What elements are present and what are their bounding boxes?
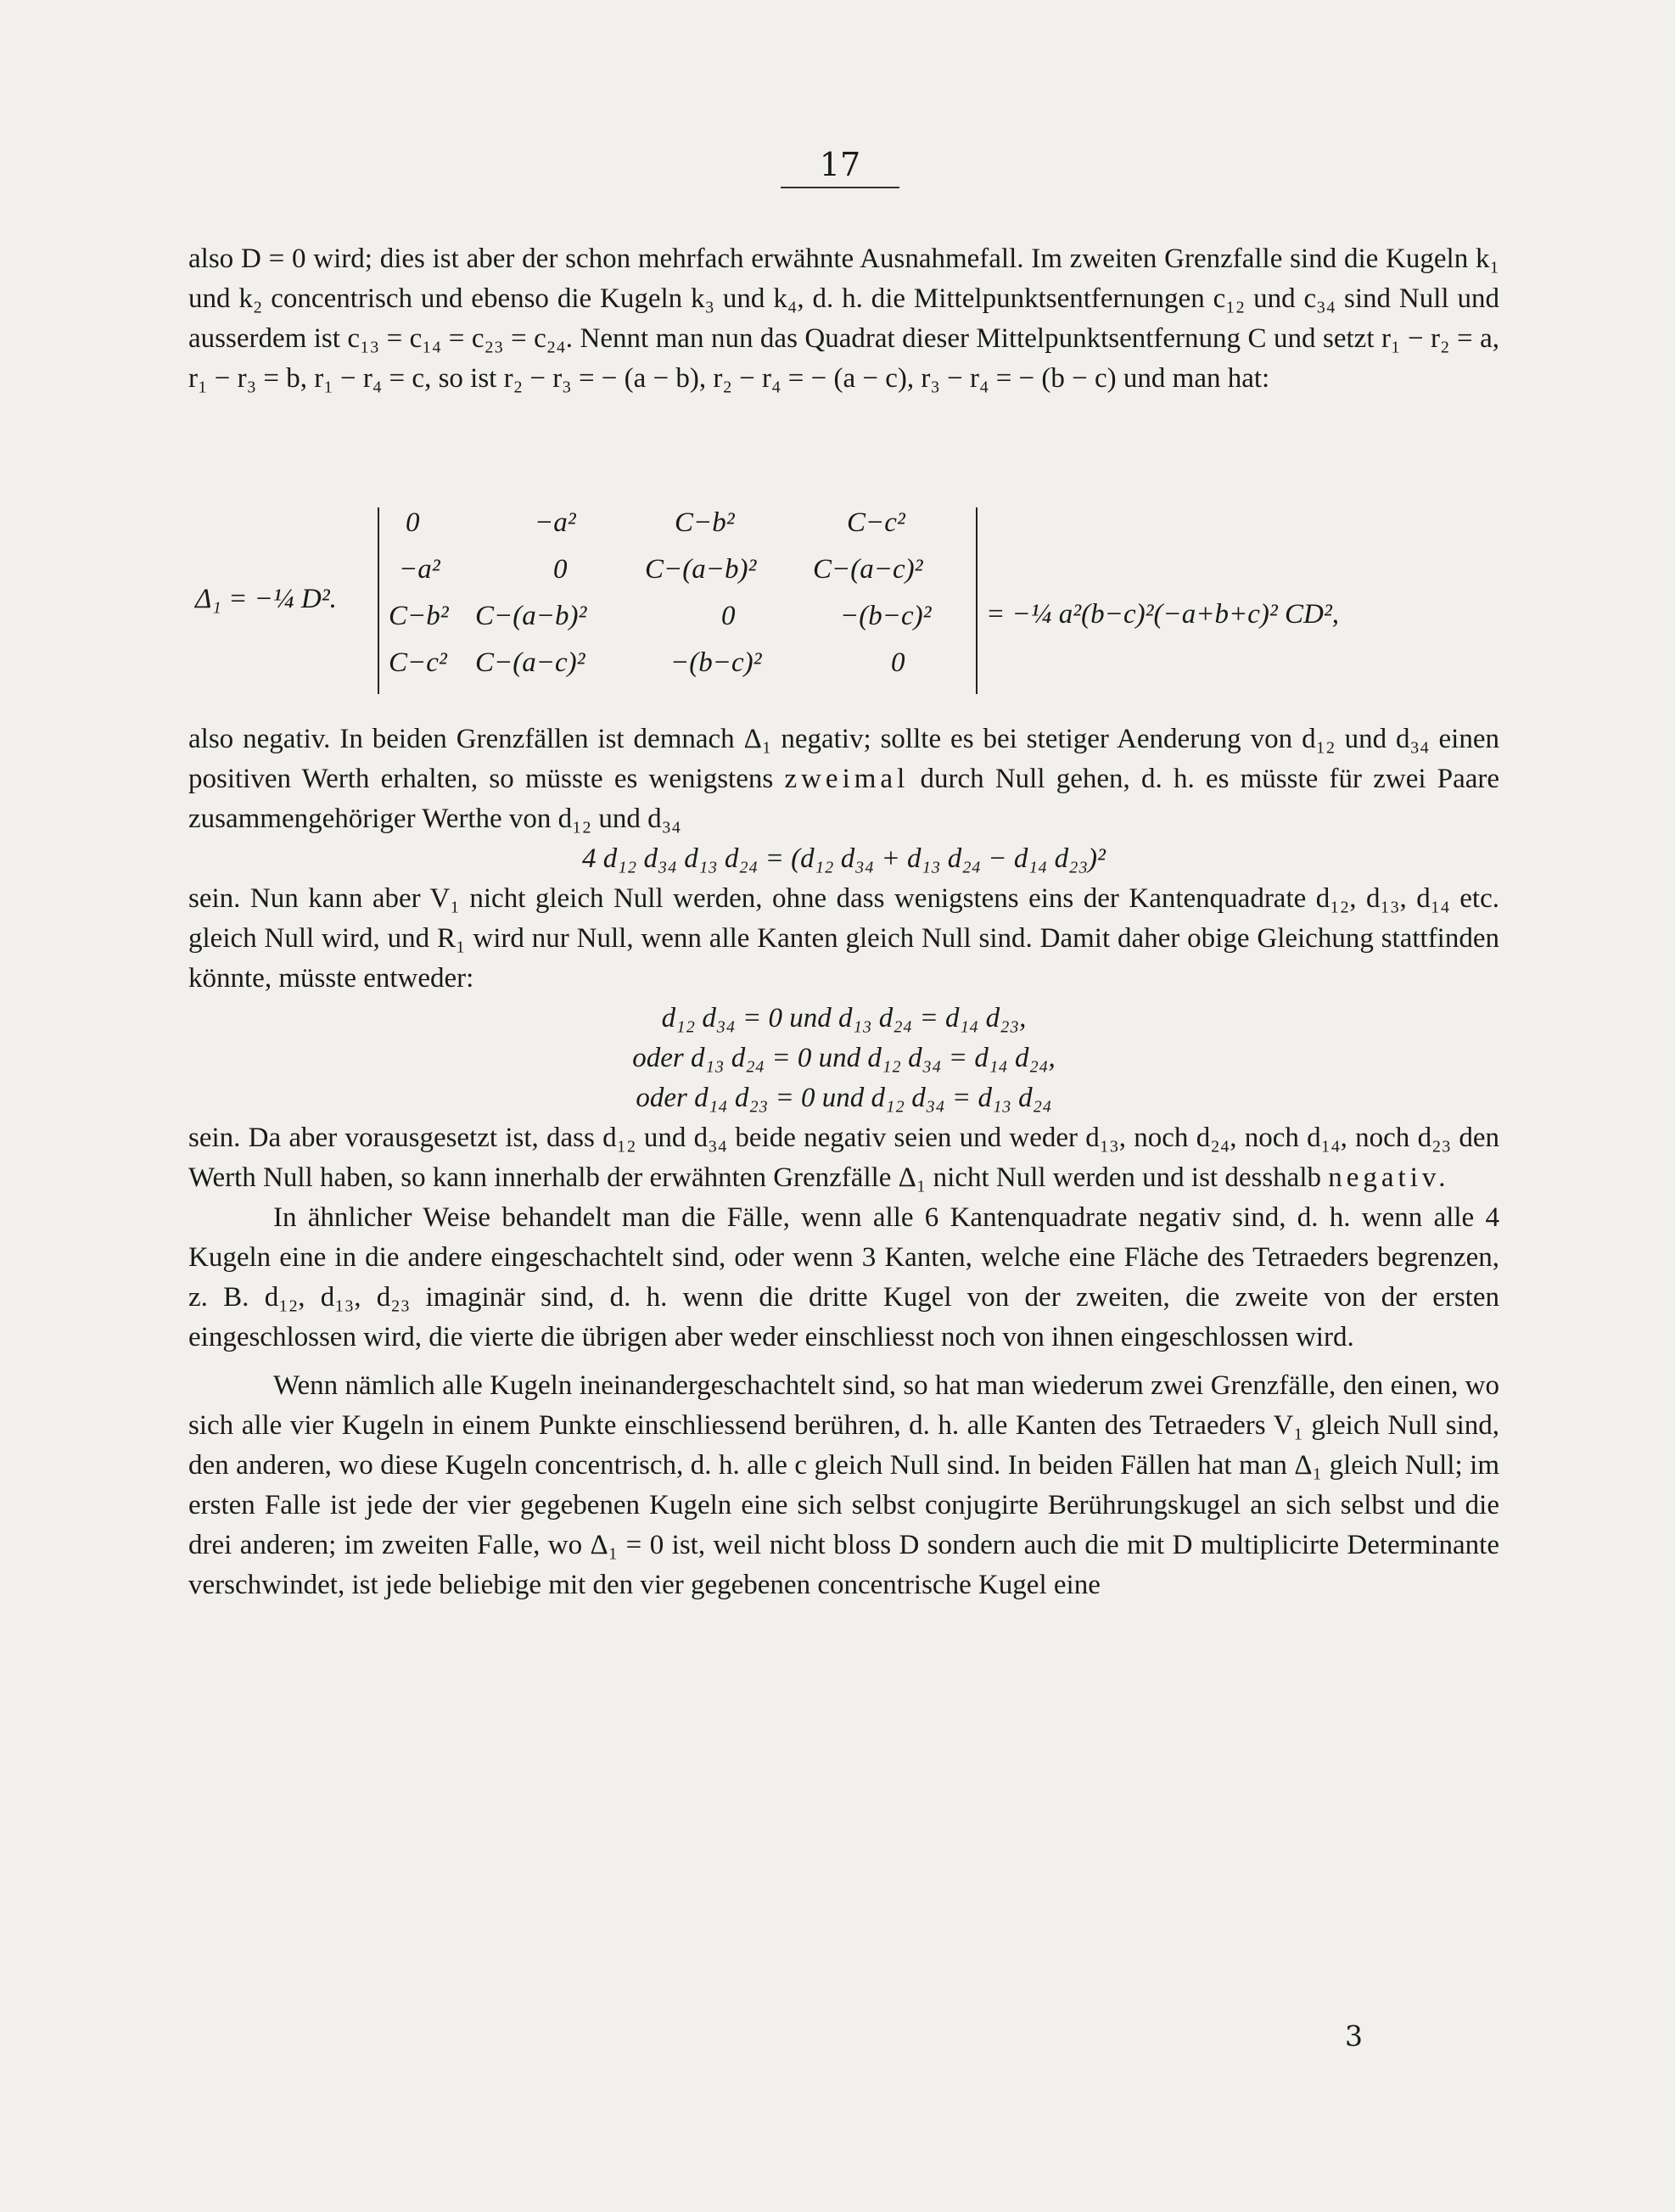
paragraph-2-text xyxy=(188,720,1499,839)
matrix-cell: −a² xyxy=(399,554,440,585)
matrix-cell: C−c² xyxy=(847,507,905,538)
matrix-cell: C−(a−c)² xyxy=(475,647,585,678)
determinant-result: = −¼ a²(b−c)²(−a+b+c)² CD², xyxy=(986,599,1340,630)
matrix-cell: −a² xyxy=(535,507,576,538)
emphasis-zweimal: zweimal xyxy=(784,764,910,794)
matrix-cell: C−b² xyxy=(389,601,449,631)
determinant-right-bar xyxy=(976,507,978,694)
determinant-equation xyxy=(195,507,1502,698)
matrix-cell: 0 xyxy=(553,554,568,585)
matrix-cell: C−c² xyxy=(389,647,447,678)
paragraph-1-text: also D = 0 wird; dies ist aber der schon mehrfach erwähnte Ausnahmefall. Im zweiten Grenzfalle sind die Kugeln k₁ und k₂ concentrisch und ebenso die Kugeln k₃ und k₄, d. h. die Mittelpunktsentfernungen c₁₂ und c₃₄ sind Null und ausserdem ist c₁₃ = c₁₄ = c₂₃ = c₂₄. Nennt man nun das Quadrat dieser Mittelpunktsentfernung C und setzt r₁ − r₂ = a, r₁ − r₃ = b, r₁ − r₄ = c, so ist r₂ − r₃ = − (a − b), r₂ − r₄ = − (a − c), r₃ − r₄ = − (b − c) und man hat: xyxy=(188,244,1499,394)
paragraph-1 xyxy=(188,239,1499,399)
signature-number: 3 xyxy=(1345,2019,1363,2052)
matrix-cell: C−(a−b)² xyxy=(475,601,587,631)
paragraph-4-text xyxy=(188,1118,1499,1198)
matrix-cell: 0 xyxy=(721,601,736,631)
paragraph-2 xyxy=(188,720,1499,1605)
paragraph-6-text: Wenn nämlich alle Kugeln ineinandergeschachtelt sind, so hat man wiederum zwei Grenzfälle, den einen, wo sich alle vier Kugeln in einem Punkte einschliessend berühren, d. h. alle Kanten des Tetraeders V₁ gleich Null sind, den anderen, wo diese Kugeln concentrisch, d. h. alle c gleich Null sind. In beiden Fällen hat man Δ₁ gleich Null; im ersten Falle ist jede der vier gegebenen Kugeln eine sich selbst conjugirte Berührungskugel an sich selbst und die drei anderen; im zweiten Falle, wo Δ₁ = 0 ist, weil nicht bloss D sondern auch die mit D multiplicirte Determinante verschwindet, ist jede beliebige mit den vier gegebenen concentrische Kugel eine xyxy=(188,1370,1499,1600)
matrix-cell: −(b−c)² xyxy=(670,647,762,678)
matrix-cell: C−b² xyxy=(675,507,735,538)
paragraph-2-part-2: durch Null gehen, d. h. es müsste für zwei Paare zusammengehöriger Werthe von d₁₂ und d₃₄ xyxy=(188,764,1500,834)
matrix-cell: C−(a−c)² xyxy=(813,554,923,585)
matrix-cell: 0 xyxy=(891,647,905,678)
equation-1: 4 d₁₂ d₃₄ d₁₃ d₂₄ = (d₁₂ d₃₄ + d₁₃ d₂₄ − d₁₄ d₂₃)² xyxy=(582,843,1106,874)
page-number: 17 xyxy=(781,146,899,188)
paragraph-2-part-1: also negativ. In beiden Grenzfällen ist demnach Δ₁ negativ; sollte es bei stetiger Aenderung von d₁₂ und d₃₄ einen positiven Werth erhalten, so müsste es wenigstens xyxy=(188,724,1499,794)
matrix-cell: 0 xyxy=(406,507,420,538)
emphasis-negativ: negativ. xyxy=(1328,1162,1450,1193)
paragraph-5-text: In ähnlicher Weise behandelt man die Fälle, wenn alle 6 Kantenquadrate negativ sind, d. h. wenn alle 4 Kugeln eine in die andere eingeschachtelt sind, oder wenn 3 Kanten, welche eine Fläche des Tetraeders begrenzen, z. B. d₁₂, d₁₃, d₂₃ imaginär sind, d. h. wenn die dritte Kugel von der zweiten, die zweite von der ersten eingeschlossen wird, die vierte die übrigen aber weder einschliesst noch von ihnen eingeschlossen wird. xyxy=(188,1202,1499,1352)
matrix-cell: −(b−c)² xyxy=(840,601,932,631)
paragraph-4-part-1: sein. Da aber vorausgesetzt ist, dass d₁₂ und d₃₄ beide negativ seien und weder d₁₃, noch d₂₄, noch d₁₄, noch d₂₃ den Werth Null haben, so kann innerhalb der erwähnten Grenzfälle Δ₁ nicht Null werden und ist desshalb xyxy=(188,1123,1499,1193)
determinant-lead: Δ₁ = −¼ D². xyxy=(195,584,337,614)
equation-3: oder d₁₃ d₂₄ = 0 und d₁₂ d₃₄ = d₁₄ d₂₄, xyxy=(632,1043,1056,1073)
equation-4: oder d₁₄ d₂₃ = 0 und d₁₂ d₃₄ = d₁₃ d₂₄ xyxy=(636,1083,1052,1113)
paragraph-3-text: sein. Nun kann aber V₁ nicht gleich Null werden, ohne dass wenigstens eins der Kantenquadrate d₁₂, d₁₃, d₁₄ etc. gleich Null wird, und R₁ wird nur Null, wenn alle Kanten gleich Null sind. Damit daher obige Gleichung stattfinden könnte, müsste entweder: xyxy=(188,883,1499,994)
equation-2: d₁₂ d₃₄ = 0 und d₁₃ d₂₄ = d₁₄ d₂₃, xyxy=(661,1003,1027,1033)
matrix-cell: C−(a−b)² xyxy=(645,554,757,585)
determinant-left-bar xyxy=(378,507,379,694)
